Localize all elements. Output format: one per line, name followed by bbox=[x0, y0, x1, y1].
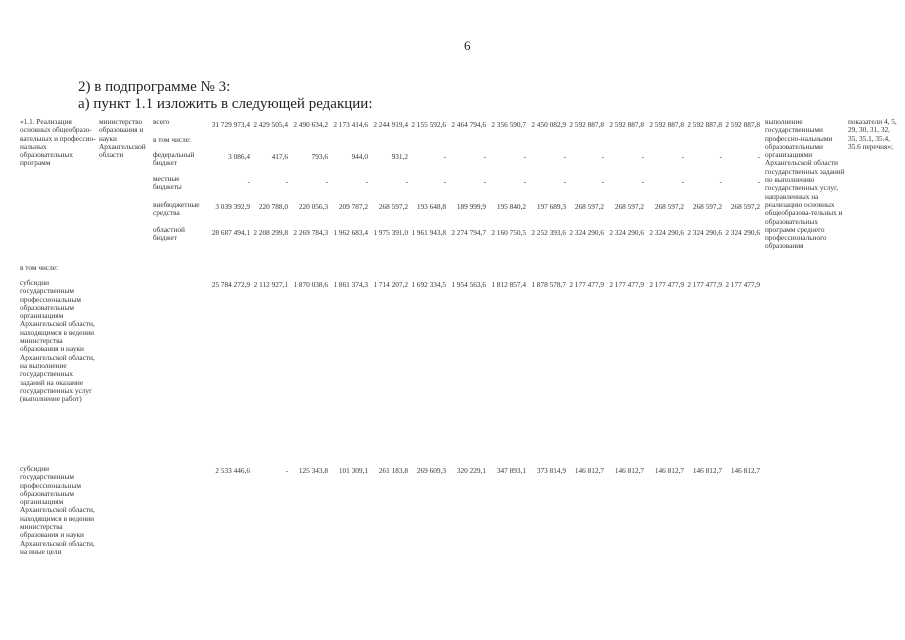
value-cell: - bbox=[563, 177, 566, 186]
value-cell: 2 324 290,6 bbox=[725, 228, 760, 237]
value-cell: 197 689,3 bbox=[536, 202, 566, 211]
value-cell: 268 597,2 bbox=[692, 202, 722, 211]
value-cell: 2 177 477,9 bbox=[649, 280, 684, 289]
value-cell: 1 975 391,0 bbox=[373, 228, 408, 237]
value-cell: 2 177 477,9 bbox=[725, 280, 760, 289]
value-cell: 2 464 794,6 bbox=[451, 120, 486, 129]
row-executor: министерство образования и науки Архангельской области bbox=[99, 117, 146, 160]
value-cell: - bbox=[443, 152, 446, 161]
row-result: выполнение государственными профессио-нальными образовательными организациями Архангельской области государственных заданий по выполнению государственных услуг, направленных на реализацию основных общеобразова-тельных и образовательных программ среднего профессионального образования bbox=[765, 117, 845, 251]
value-cell: - bbox=[405, 177, 408, 186]
value-cell: - bbox=[523, 152, 526, 161]
value-cell: - bbox=[285, 177, 288, 186]
value-cell: - bbox=[601, 152, 604, 161]
value-cell: 220 056,3 bbox=[298, 202, 328, 211]
value-cell: 1 961 943,8 bbox=[411, 228, 446, 237]
value-cell: 261 183,8 bbox=[378, 466, 408, 475]
value-cell: 268 597,2 bbox=[730, 202, 760, 211]
value-cell: 2 592 887,8 bbox=[649, 120, 684, 129]
value-cell: - bbox=[719, 177, 722, 186]
value-cell: 2 173 414,6 bbox=[333, 120, 368, 129]
value-cell: - bbox=[641, 177, 644, 186]
source-label: в том числе: bbox=[153, 135, 192, 144]
value-cell: 193 648,8 bbox=[416, 202, 446, 211]
value-cell: 2 324 290,6 bbox=[569, 228, 604, 237]
including-label: в том числе: bbox=[20, 263, 59, 272]
value-cell: - bbox=[563, 152, 566, 161]
value-cell: 220 788,0 bbox=[258, 202, 288, 211]
value-cell: 2 356 590,7 bbox=[491, 120, 526, 129]
value-cell: - bbox=[325, 177, 328, 186]
row-name: «1.1. Реализация основных общеобразо-вательных и профессио-нальных образовательных программ bbox=[20, 117, 96, 168]
value-cell: 320 229,1 bbox=[456, 466, 486, 475]
value-cell: 2 592 887,8 bbox=[687, 120, 722, 129]
value-cell: - bbox=[681, 152, 684, 161]
value-cell: 2 160 750,5 bbox=[491, 228, 526, 237]
value-cell: 793,6 bbox=[311, 152, 328, 161]
value-cell: 373 814,9 bbox=[536, 466, 566, 475]
source-label: местные бюджеты bbox=[153, 174, 182, 192]
value-cell: - bbox=[483, 177, 486, 186]
value-cell: 125 343,8 bbox=[298, 466, 328, 475]
value-cell: 2 177 477,9 bbox=[687, 280, 722, 289]
value-cell: - bbox=[285, 466, 288, 475]
value-cell: 2 155 592,6 bbox=[411, 120, 446, 129]
value-cell: 146 812,7 bbox=[614, 466, 644, 475]
value-cell: 268 597,2 bbox=[614, 202, 644, 211]
value-cell: 2 177 477,9 bbox=[569, 280, 604, 289]
value-cell: 1 714 207,2 bbox=[373, 280, 408, 289]
value-cell: - bbox=[483, 152, 486, 161]
value-cell: - bbox=[757, 177, 760, 186]
value-cell: 2 324 290,6 bbox=[609, 228, 644, 237]
value-cell: 1 954 563,6 bbox=[451, 280, 486, 289]
value-cell: - bbox=[719, 152, 722, 161]
source-label: внебюджетные средства bbox=[153, 200, 200, 218]
value-cell: 417,6 bbox=[271, 152, 288, 161]
value-cell: 146 812,7 bbox=[730, 466, 760, 475]
value-cell: 1 812 857,4 bbox=[491, 280, 526, 289]
value-cell: 25 784 272,9 bbox=[211, 280, 250, 289]
value-cell: 2 592 887,8 bbox=[725, 120, 760, 129]
value-cell: 944,0 bbox=[351, 152, 368, 161]
value-cell: 1 861 374,3 bbox=[333, 280, 368, 289]
subsidy-2-name: субсидии государственным профессиональным образовательным организациям Архангельской области, находящимся в ведении министерства образования и науки Архангельской области, на иные цели bbox=[20, 464, 95, 556]
value-cell: 2 450 082,9 bbox=[531, 120, 566, 129]
value-cell: 2 177 477,9 bbox=[609, 280, 644, 289]
source-label: всего bbox=[153, 117, 170, 126]
value-cell: 268 597,2 bbox=[378, 202, 408, 211]
value-cell: 268 597,2 bbox=[654, 202, 684, 211]
value-cell: 2 274 794,7 bbox=[451, 228, 486, 237]
heading-subprogram: 2) в подпрограмме № 3: bbox=[78, 79, 231, 95]
value-cell: 2 244 919,4 bbox=[373, 120, 408, 129]
value-cell: 3 039 392,9 bbox=[215, 202, 250, 211]
value-cell: 2 324 290,6 bbox=[649, 228, 684, 237]
value-cell: 28 687 494,1 bbox=[211, 228, 250, 237]
value-cell: - bbox=[601, 177, 604, 186]
value-cell: 1 870 038,6 bbox=[293, 280, 328, 289]
value-cell: - bbox=[641, 152, 644, 161]
value-cell: 3 086,4 bbox=[228, 152, 250, 161]
source-label: областной бюджет bbox=[153, 225, 185, 243]
value-cell: 1 878 578,7 bbox=[531, 280, 566, 289]
value-cell: - bbox=[757, 152, 760, 161]
value-cell: 2 269 784,3 bbox=[293, 228, 328, 237]
value-cell: 209 787,2 bbox=[338, 202, 368, 211]
heading-item: а) пункт 1.1 изложить в следующей редакции: bbox=[78, 96, 373, 112]
value-cell: - bbox=[523, 177, 526, 186]
value-cell: 2 592 887,8 bbox=[569, 120, 604, 129]
page-number: 6 bbox=[464, 38, 471, 53]
value-cell: 1 692 334,5 bbox=[411, 280, 446, 289]
value-cell: 189 999,9 bbox=[456, 202, 486, 211]
value-cell: 146 812,7 bbox=[574, 466, 604, 475]
value-cell: 101 309,1 bbox=[338, 466, 368, 475]
value-cell: 268 597,2 bbox=[574, 202, 604, 211]
row-indicators: показатели 4, 5, 29, 30, 31, 32, 35, 35.1, 35.4, 35.6 перечня»; bbox=[848, 117, 897, 151]
value-cell: 2 252 393,6 bbox=[531, 228, 566, 237]
value-cell: 2 533 446,6 bbox=[215, 466, 250, 475]
value-cell: 31 729 973,4 bbox=[211, 120, 250, 129]
value-cell: 2 112 927,1 bbox=[253, 280, 288, 289]
value-cell: 2 208 299,8 bbox=[253, 228, 288, 237]
value-cell: 347 893,1 bbox=[496, 466, 526, 475]
value-cell: 2 324 290,6 bbox=[687, 228, 722, 237]
value-cell: 1 962 683,4 bbox=[333, 228, 368, 237]
value-cell: - bbox=[247, 177, 250, 186]
value-cell: 195 840,2 bbox=[496, 202, 526, 211]
value-cell: 146 812,7 bbox=[654, 466, 684, 475]
value-cell: - bbox=[365, 177, 368, 186]
value-cell: 931,2 bbox=[391, 152, 408, 161]
value-cell: 2 490 634,2 bbox=[293, 120, 328, 129]
source-label: федеральный бюджет bbox=[153, 150, 195, 168]
value-cell: 269 609,3 bbox=[416, 466, 446, 475]
value-cell: 146 812,7 bbox=[692, 466, 722, 475]
subsidy-1-name: субсидии государственным профессиональным образовательным организациям Архангельской области, находящимся в ведении министерства образования и науки Архангельской области, на выполнение государственных заданий на оказание государственных услуг (выполнение работ) bbox=[20, 278, 95, 404]
value-cell: - bbox=[443, 177, 446, 186]
value-cell: 2 592 887,8 bbox=[609, 120, 644, 129]
value-cell: 2 429 505,4 bbox=[253, 120, 288, 129]
value-cell: - bbox=[681, 177, 684, 186]
